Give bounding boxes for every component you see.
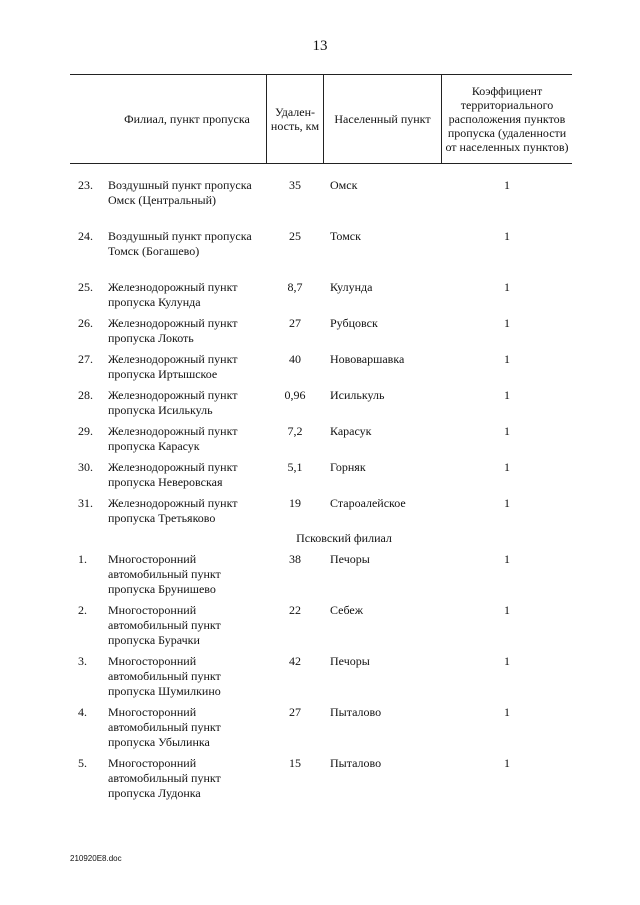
table-row bbox=[70, 388, 572, 424]
coefficient-value: 1 bbox=[504, 552, 510, 566]
coefficient-value: 1 bbox=[504, 460, 510, 474]
coefficient-value: 1 bbox=[504, 654, 510, 668]
row-number: 25. bbox=[78, 280, 93, 294]
distance-km: 27 bbox=[289, 705, 301, 719]
settlement-name: Староалейское bbox=[330, 496, 406, 510]
settlement-name: Рубцовск bbox=[330, 316, 378, 330]
settlement-name: Томск bbox=[330, 229, 361, 243]
header-branch: Филиал, пункт пропуска bbox=[124, 111, 250, 126]
row-number: 31. bbox=[78, 496, 93, 510]
checkpoint-name: Многосторонний автомобильный пункт пропуска Шумилкино bbox=[108, 654, 221, 698]
distance-km: 38 bbox=[289, 552, 301, 566]
row-number: 30. bbox=[78, 460, 93, 474]
row-number: 4. bbox=[78, 705, 87, 719]
distance-km: 7,2 bbox=[287, 424, 303, 438]
coefficient-value: 1 bbox=[504, 424, 510, 438]
coefficient-value: 1 bbox=[504, 352, 510, 366]
table-row bbox=[70, 756, 572, 807]
header-distance: Удален-ность, км bbox=[270, 104, 320, 133]
coefficient-value: 1 bbox=[504, 388, 510, 402]
row-number: 3. bbox=[78, 654, 87, 668]
settlement-name: Пыталово bbox=[330, 705, 382, 719]
row-number: 2. bbox=[78, 603, 87, 617]
coefficient-value: 1 bbox=[504, 705, 510, 719]
table-row bbox=[70, 178, 572, 229]
table-row bbox=[70, 654, 572, 705]
coefficient-value: 1 bbox=[504, 496, 510, 510]
section-title: Псковский филиал bbox=[296, 531, 392, 545]
table-body bbox=[70, 178, 572, 807]
checkpoint-name: Железнодорожный пункт пропуска Карасук bbox=[108, 424, 238, 453]
coefficient-value: 1 bbox=[504, 229, 510, 243]
settlement-name: Кулунда bbox=[330, 280, 373, 294]
distance-km: 0,96 bbox=[284, 388, 306, 402]
checkpoint-name: Многосторонний автомобильный пункт пропуска Лудонка bbox=[108, 756, 221, 800]
checkpoint-name: Воздушный пункт пропуска Томск (Богашево) bbox=[108, 229, 252, 258]
distance-km: 25 bbox=[289, 229, 301, 243]
settlement-name: Пыталово bbox=[330, 756, 382, 770]
table-row bbox=[70, 496, 572, 531]
settlement-name: Нововаршавка bbox=[330, 352, 405, 366]
header-settlement: Населенный пункт bbox=[334, 111, 431, 126]
settlement-name: Печоры bbox=[330, 552, 370, 566]
table-row bbox=[70, 705, 572, 756]
distance-km: 8,7 bbox=[287, 280, 303, 294]
row-number: 24. bbox=[78, 229, 93, 243]
settlement-name: Исилькуль bbox=[330, 388, 385, 402]
distance-km: 35 bbox=[289, 178, 301, 192]
distance-km: 5,1 bbox=[287, 460, 303, 474]
checkpoint-name: Железнодорожный пункт пропуска Третьяково bbox=[108, 496, 238, 525]
coefficient-value: 1 bbox=[504, 603, 510, 617]
checkpoint-name: Железнодорожный пункт пропуска Кулунда bbox=[108, 280, 238, 309]
table-row bbox=[70, 316, 572, 352]
checkpoint-name: Железнодорожный пункт пропуска Неверовская bbox=[108, 460, 238, 489]
settlement-name: Горняк bbox=[330, 460, 366, 474]
row-number: 1. bbox=[78, 552, 87, 566]
page-number: 13 bbox=[312, 38, 328, 54]
table-row bbox=[70, 552, 572, 603]
checkpoint-name: Многосторонний автомобильный пункт пропуска Брунишево bbox=[108, 552, 221, 596]
row-number: 28. bbox=[78, 388, 93, 402]
checkpoint-name: Железнодорожный пункт пропуска Иртышское bbox=[108, 352, 238, 381]
table-row bbox=[70, 352, 572, 388]
checkpoint-name: Многосторонний автомобильный пункт пропуска Бурачки bbox=[108, 603, 221, 647]
coefficient-value: 1 bbox=[504, 280, 510, 294]
checkpoint-name: Железнодорожный пункт пропуска Исилькуль bbox=[108, 388, 238, 417]
table-row bbox=[70, 603, 572, 654]
distance-km: 40 bbox=[289, 352, 301, 366]
header-coefficient: Коэффициент территориального расположения пунктов пропуска (удаленности от населенных пунктов) bbox=[445, 83, 569, 154]
settlement-name: Себеж bbox=[330, 603, 364, 617]
settlement-name: Омск bbox=[330, 178, 358, 192]
row-number: 29. bbox=[78, 424, 93, 438]
row-number: 23. bbox=[78, 178, 93, 192]
row-number: 27. bbox=[78, 352, 93, 366]
settlement-name: Карасук bbox=[330, 424, 372, 438]
distance-km: 22 bbox=[289, 603, 301, 617]
table-row bbox=[70, 424, 572, 460]
distance-km: 27 bbox=[289, 316, 301, 330]
table-row bbox=[70, 460, 572, 496]
distance-km: 15 bbox=[289, 756, 301, 770]
table-row bbox=[70, 280, 572, 316]
distance-km: 42 bbox=[289, 654, 301, 668]
checkpoint-name: Железнодорожный пункт пропуска Локоть bbox=[108, 316, 238, 345]
distance-km: 19 bbox=[289, 496, 301, 510]
row-number: 5. bbox=[78, 756, 87, 770]
checkpoint-name: Воздушный пункт пропуска Омск (Центральный) bbox=[108, 178, 252, 207]
coefficient-value: 1 bbox=[504, 756, 510, 770]
file-name-footer: 210920E8.doc bbox=[70, 854, 122, 863]
coefficient-value: 1 bbox=[504, 178, 510, 192]
table-row bbox=[70, 229, 572, 280]
row-number: 26. bbox=[78, 316, 93, 330]
header-bottom-rule bbox=[70, 163, 572, 164]
coefficient-value: 1 bbox=[504, 316, 510, 330]
settlement-name: Печоры bbox=[330, 654, 370, 668]
checkpoint-name: Многосторонний автомобильный пункт пропуска Убылинка bbox=[108, 705, 221, 749]
